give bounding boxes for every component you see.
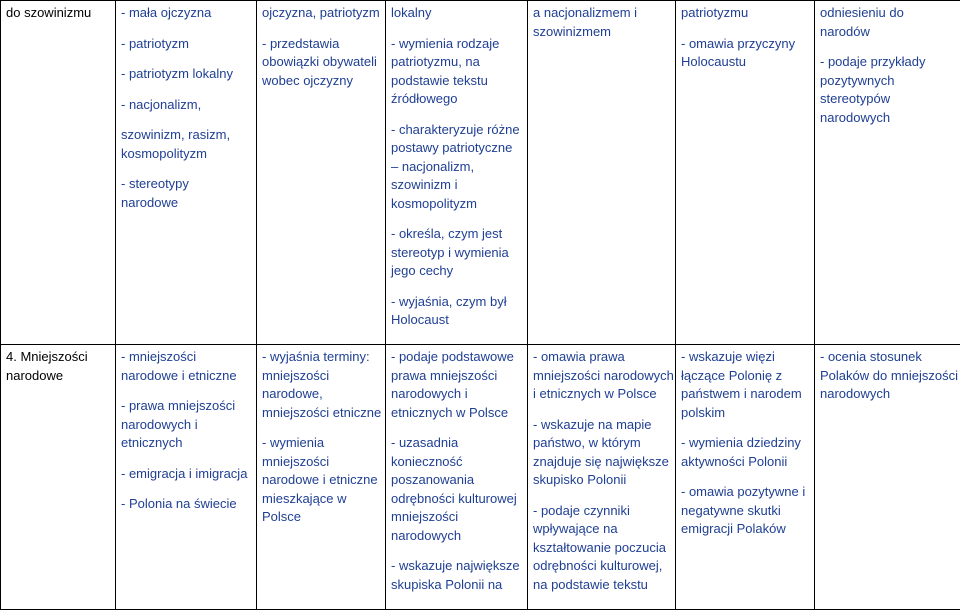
cell-text-line: - wyjaśnia terminy: — [262, 348, 380, 367]
paragraph-gap — [391, 422, 522, 434]
cell-text-line: kształtowanie poczucia — [533, 539, 670, 558]
cell-text-line: znajduje się największe — [533, 453, 670, 472]
cell-text-line: - mała ojczyzna — [121, 4, 251, 23]
table-cell — [257, 345, 386, 610]
cell-text-line: do szowinizmu — [6, 4, 110, 23]
cell-text-line: prawa mniejszości — [391, 367, 522, 386]
cell-text-line: a nacjonalizmem i — [533, 4, 670, 23]
cell-text-line: - nacjonalizm, — [121, 96, 251, 115]
cell-text-line: narodowe i etniczne — [121, 367, 251, 386]
cell-text-line: narodowe i etniczne — [262, 471, 380, 490]
cell-text-line: Polaków do mniejszości — [820, 367, 955, 386]
cell-text-line: mniejszości — [262, 453, 380, 472]
paragraph-gap — [121, 84, 251, 96]
table-cell — [386, 1, 528, 345]
cell-text-line: emigracji Polaków — [681, 520, 809, 539]
cell-text-line: polskim — [681, 404, 809, 423]
cell-text-line: - wskazuje na mapie — [533, 416, 670, 435]
cell-text-line: narodowych — [391, 527, 522, 546]
cell-text-line: - Polonia na świecie — [121, 495, 251, 514]
paragraph-gap — [820, 41, 955, 53]
paragraph-gap — [121, 53, 251, 65]
paragraph-gap — [121, 483, 251, 495]
cell-text-line: - podaje podstawowe — [391, 348, 522, 367]
cell-text-line: szowinizm, rasizm, — [121, 126, 251, 145]
cell-text-line: narodowych — [820, 385, 955, 404]
cell-text-line: szowinizm i — [391, 176, 522, 195]
cell-text-line: stereotypów — [820, 90, 955, 109]
cell-text-line: - wymienia rodzaje — [391, 35, 522, 54]
cell-text-line: - podaje przykłady — [820, 53, 955, 72]
cell-text-line: kosmopolityzm — [391, 195, 522, 214]
cell-text-line: aktywności Polonii — [681, 453, 809, 472]
paragraph-gap — [121, 453, 251, 465]
paragraph-gap — [533, 404, 670, 416]
table-cell — [257, 1, 386, 345]
cell-text-line: - ocenia stosunek — [820, 348, 955, 367]
table-cell — [1, 345, 116, 610]
cell-text-line: narodowe, — [262, 385, 380, 404]
paragraph-gap — [391, 545, 522, 557]
paragraph-gap — [121, 385, 251, 397]
cell-text-line: - uzasadnia — [391, 434, 522, 453]
cell-text-line: mniejszości narodowych — [533, 367, 670, 386]
table-cell — [676, 345, 815, 610]
cell-text-line: patriotyzmu — [681, 4, 809, 23]
cell-text-line: szowinizmem — [533, 23, 670, 42]
cell-text-line: ojczyzna, patriotyzm — [262, 4, 380, 23]
cell-text-line: - wskazuje największe — [391, 557, 522, 576]
cell-text-line: odrębności kulturowej — [391, 490, 522, 509]
cell-text-line: narodowe — [121, 194, 251, 213]
paragraph-gap — [121, 163, 251, 175]
cell-text-line: - patriotyzm lokalny — [121, 65, 251, 84]
paragraph-gap — [391, 109, 522, 121]
table-cell — [676, 1, 815, 345]
cell-text-line: Polsce — [262, 508, 380, 527]
table-cell — [386, 345, 528, 610]
table-row — [1, 1, 960, 345]
cell-text-line: negatywne skutki — [681, 502, 809, 521]
cell-text-line: - omawia prawa — [533, 348, 670, 367]
cell-text-line: postawy patriotyczne — [391, 139, 522, 158]
cell-text-line: Holocaustu — [681, 53, 809, 72]
cell-text-line: pozytywnych — [820, 72, 955, 91]
cell-text-line: narodowych — [820, 109, 955, 128]
cell-text-line: źródłowego — [391, 90, 522, 109]
cell-text-line: i etnicznych w Polsce — [533, 385, 670, 404]
cell-text-line: mieszkające w — [262, 490, 380, 509]
cell-text-line: państwem i narodem — [681, 385, 809, 404]
table-cell — [116, 345, 257, 610]
cell-text-line: kosmopolityzm — [121, 145, 251, 164]
cell-text-line: - wskazuje więzi — [681, 348, 809, 367]
cell-text-line: państwo, w którym — [533, 434, 670, 453]
cell-text-line: - wymienia — [262, 434, 380, 453]
cell-text-line: jego cechy — [391, 262, 522, 281]
cell-text-line: patriotyzmu, na — [391, 53, 522, 72]
cell-text-line: narodowych i — [391, 385, 522, 404]
table-cell — [528, 1, 676, 345]
table-cell — [815, 345, 960, 610]
table-cell — [116, 1, 257, 345]
cell-text-line: mniejszości — [391, 508, 522, 527]
cell-text-line: - stereotypy — [121, 175, 251, 194]
cell-text-line: - mniejszości — [121, 348, 251, 367]
cell-text-line: 4. Mniejszości — [6, 348, 110, 367]
cell-text-line: - określa, czym jest — [391, 225, 522, 244]
cell-text-line: - przedstawia — [262, 35, 380, 54]
cell-text-line: - charakteryzuje różne — [391, 121, 522, 140]
paragraph-gap — [121, 114, 251, 126]
cell-text-line: na podstawie tekstu — [533, 576, 670, 595]
paragraph-gap — [262, 422, 380, 434]
cell-text-line: skupisko Polonii — [533, 471, 670, 490]
cell-text-line: - omawia przyczyny — [681, 35, 809, 54]
cell-text-line: - patriotyzm — [121, 35, 251, 54]
cell-text-line: odniesieniu do — [820, 4, 955, 23]
cell-text-line: Holocaust — [391, 311, 522, 330]
paragraph-gap — [681, 23, 809, 35]
cell-text-line: – nacjonalizm, — [391, 158, 522, 177]
cell-text-line: podstawie tekstu — [391, 72, 522, 91]
cell-text-line: - wymienia dziedziny — [681, 434, 809, 453]
paragraph-gap — [121, 23, 251, 35]
paragraph-gap — [391, 281, 522, 293]
cell-text-line: - omawia pozytywne i — [681, 483, 809, 502]
cell-text-line: łączące Polonię z — [681, 367, 809, 386]
cell-text-line: - wyjaśnia, czym był — [391, 293, 522, 312]
table-cell — [528, 345, 676, 610]
table-cell — [815, 1, 960, 345]
table-row — [1, 345, 960, 610]
cell-text-line: konieczność — [391, 453, 522, 472]
cell-text-line: obowiązki obywateli — [262, 53, 380, 72]
paragraph-gap — [391, 23, 522, 35]
cell-text-line: - emigracja i imigracja — [121, 465, 251, 484]
paragraph-gap — [681, 422, 809, 434]
table-cell — [1, 1, 116, 345]
paragraph-gap — [262, 23, 380, 35]
cell-text-line: mniejszości — [262, 367, 380, 386]
cell-text-line: mniejszości etniczne — [262, 404, 380, 423]
cell-text-line: - prawa mniejszości — [121, 397, 251, 416]
paragraph-gap — [533, 490, 670, 502]
cell-text-line: wpływające na — [533, 520, 670, 539]
cell-text-line: poszanowania — [391, 471, 522, 490]
cell-text-line: wobec ojczyzny — [262, 72, 380, 91]
paragraph-gap — [681, 471, 809, 483]
cell-text-line: etnicznych — [121, 434, 251, 453]
cell-text-line: lokalny — [391, 4, 522, 23]
cell-text-line: narodów — [820, 23, 955, 42]
cell-text-line: narodowe — [6, 367, 110, 386]
cell-text-line: etnicznych w Polsce — [391, 404, 522, 423]
cell-text-line: - podaje czynniki — [533, 502, 670, 521]
cell-text-line: odrębności kulturowej, — [533, 557, 670, 576]
cell-text-line: skupiska Polonii na — [391, 576, 522, 595]
cell-text-line: narodowych i — [121, 416, 251, 435]
paragraph-gap — [391, 213, 522, 225]
cell-text-line: stereotyp i wymienia — [391, 244, 522, 263]
